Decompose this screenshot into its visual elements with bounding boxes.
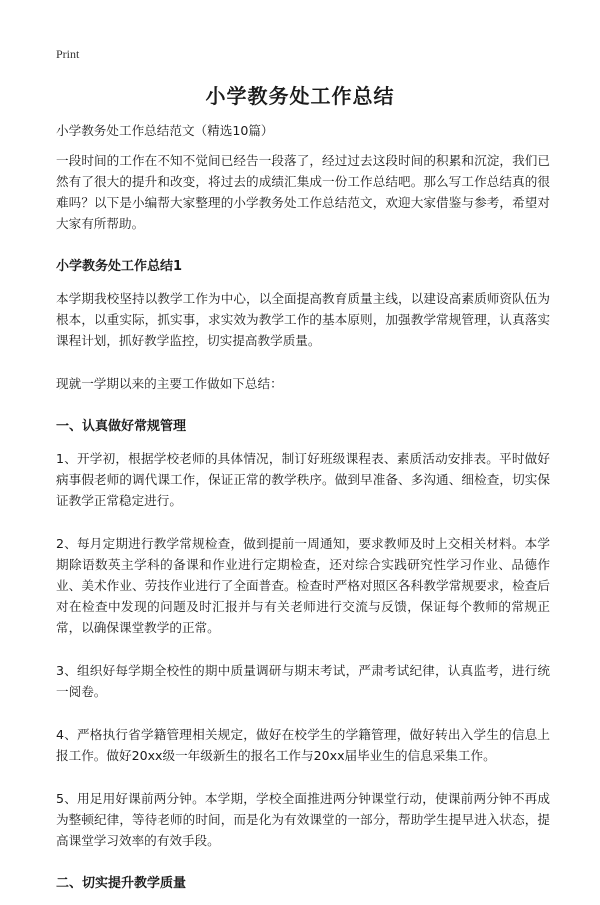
paragraph: 现就一学期以来的主要工作做如下总结： bbox=[56, 376, 283, 391]
document-body bbox=[56, 120, 550, 905]
section-heading: 小学教务处工作总结1 bbox=[56, 259, 183, 274]
intro-paragraph: 一段时间的工作在不知不觉间已经告一段落了，经过过去这段时间的积累和沉淀，我们已然有了很大的提升和改变，将过去的成绩汇集成一份工作总结吧。那么写工作总结真的很难吗？以下是小编帮大家整理的小学教务处工作总结范文，欢迎大家借鉴与参考，希望对大家有所帮助。 bbox=[56, 153, 550, 231]
print-link[interactable]: Print bbox=[56, 47, 80, 61]
document-subtitle: 小学教务处工作总结范文（精选10篇） bbox=[56, 123, 274, 138]
list-item: 2、每月定期进行教学常规检查，做到提前一周通知，要求教师及时上交相关材料。本学期除语数英主学科的备课和作业进行定期检查，还对综合实践研究性学习作业、品德作业、美术作业、劳技作业进行了全面普查。检查时严格对照区各科教学常规要求，检查后对在检查中发现的问题及时汇报并与有关老师进行交流与反馈，保证每个教师的常规正常，以确保课堂教学的正常。 bbox=[56, 536, 550, 635]
list-item: 1、开学初，根据学校老师的具体情况，制订好班级课程表、素质活动安排表。平时做好病事假老师的调代课工作，保证正常的教学秩序。做到早准备、多沟通、细检查，切实保证教学正常稳定进行。 bbox=[56, 451, 550, 508]
paragraph: 本学期我校坚持以教学工作为中心，以全面提高教育质量主线，以建设高素质师资队伍为根本，以重实际，抓实事，求实效为教学工作的基本原则，加强教学常规管理，认真落实课程计划，抓好教学监控，切实提高教学质量。 bbox=[56, 291, 550, 348]
subsection-heading: 二、切实提升教学质量 bbox=[56, 876, 187, 891]
page-title: 小学教务处工作总结 bbox=[205, 84, 395, 108]
list-item: 4、严格执行省学籍管理相关规定，做好在校学生的学籍管理，做好转出入学生的信息上报工作。做好20xx级一年级新生的报名工作与20xx届毕业生的信息采集工作。 bbox=[56, 727, 550, 763]
list-item: 3、组织好每学期全校性的期中质量调研与期末考试，严肃考试纪律，认真监考，进行统一阅卷。 bbox=[56, 663, 550, 699]
subsection-heading: 一、认真做好常规管理 bbox=[56, 419, 187, 434]
list-item: 5、用足用好课前两分钟。本学期，学校全面推进两分钟课堂行动，使课前两分钟不再成为整顿纪律，等待老师的时间，而是化为有效课堂的一部分，帮助学生提早进入状态，提高课堂学习效率的有效手段。 bbox=[56, 791, 550, 848]
